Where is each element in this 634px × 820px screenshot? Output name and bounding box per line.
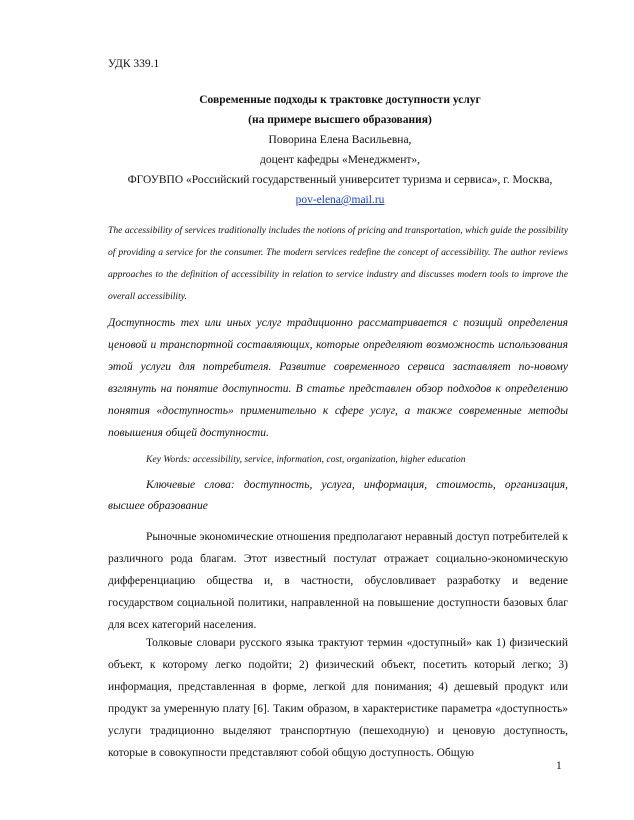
email-line (100, 194, 580, 206)
article-title-line-2: (на примере высшего образования) (248, 114, 432, 126)
body-paragraph-1: Рыночные экономические отношения предполагают неравный доступ потребителей к различного рода благам. Этот известный постулат отражает социально-экономическую дифференциацию общества и, в частности, обусловливает разработку и ведение государством социальной политики, направленной на повышение доступности базовых благ для всех категорий населения. (108, 531, 568, 631)
abstract-english: The accessibility of services traditionally includes the notions of pricing and transportation, which guide the possibility of providing a service for the consumer. The modern services redefine the concept of accessibility. The author reviews approaches to the definition of accessibility in relation to service industry and discusses modern tools to improve the overall accessibility. (108, 225, 568, 302)
author-position: доцент кафедры «Менеджмент», (259, 154, 421, 166)
author-affiliation: ФГОУВПО «Российский государственный университет туризма и сервиса», г. Москва, (127, 174, 553, 186)
author-name: Поворина Елена Васильевна, (268, 134, 412, 146)
udk-code: УДК 339.1 (108, 58, 160, 70)
keywords-russian: Ключевые слова: доступность, услуга, информация, стоимость, организация, высшее образование (108, 479, 568, 512)
article-title-line-1: Современные подходы к трактовке доступности услуг (199, 94, 481, 106)
abstract-russian: Доступность тех или иных услуг традиционно рассматривается с позиций определения ценовой и транспортной составляющих, которые определяют возможность использования этой услуги для потребителя. Развитие современного сервиса заставляет по-новому взглянуть на понятие доступности. В статье представлен обзор подходов к определению понятия «доступность» применительно к сфере услуг, а также современные методы повышения общей доступности. (108, 317, 568, 439)
body-paragraph-2: Толковые словари русского языка трактуют термин «доступный» как 1) физический объект, к которому легко подойти; 2) физический объект, посетить который легко; 3) информация, представленная в форме, легкой для понимания; 4) дешевый продукт или продукт за умеренную плату [6]. Таким образом, в характеристике параметра «доступность» услуги традиционно выделяют транспортную (пешеходную) и ценовую доступность, которые в совокупности представляют собой общую доступность. Общую (108, 637, 568, 759)
email-link[interactable]: pov-elena@mail.ru (295, 194, 385, 206)
page-number: 1 (556, 760, 562, 772)
keywords-english: Key Words: accessibility, service, information, cost, organization, higher education (146, 454, 466, 465)
